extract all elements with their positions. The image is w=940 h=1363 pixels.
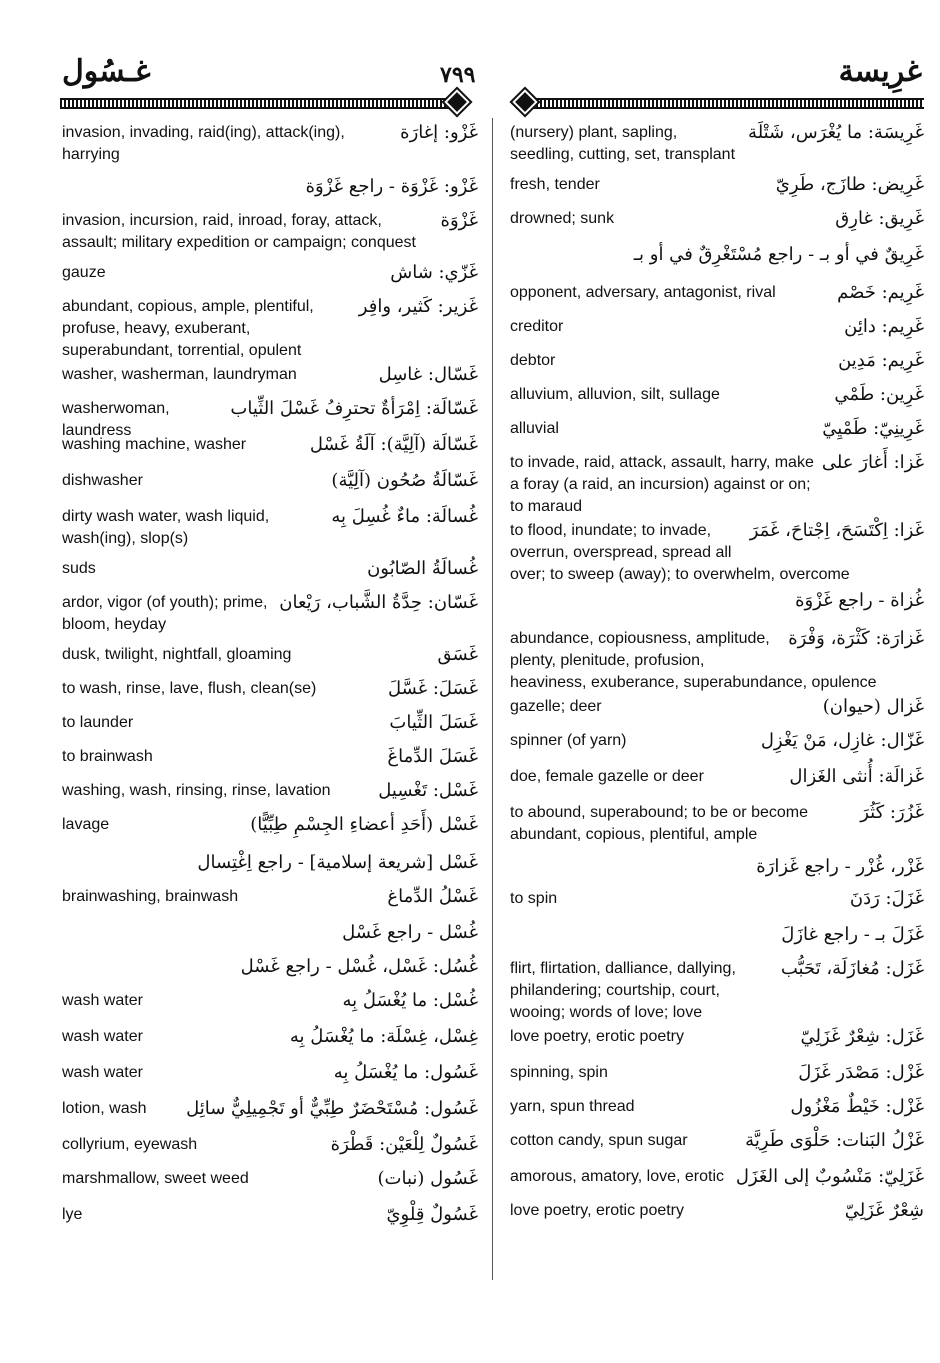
- arabic-headword: غَزَلَ بـ - راجع غازَلَ: [510, 922, 924, 948]
- english-definition: to brainwash: [62, 748, 153, 765]
- english-definition: suds: [62, 560, 96, 577]
- dictionary-entry: [510, 208, 924, 242]
- english-definition: yarn, spun thread: [510, 1098, 635, 1115]
- dictionary-entry: [62, 296, 478, 364]
- dictionary-entry: [510, 1130, 924, 1166]
- dictionary-entry: [62, 262, 478, 296]
- dictionary-entry: [510, 350, 924, 384]
- english-definition: wash water: [62, 1064, 143, 1081]
- english-definition: wash water: [62, 1028, 143, 1045]
- arabic-headword: غُسالَةُ الصّابُون: [363, 556, 478, 582]
- arabic-headword: غَزُرَ: كَثُرَ: [856, 800, 924, 826]
- english-definition: invasion, invading, raid(ing), attack(ing), harrying: [62, 124, 345, 163]
- header-rule-left: [60, 98, 452, 109]
- arabic-headword: غِسْل، غِسْلَة: ما يُغْسَلُ بِه: [286, 1024, 478, 1050]
- english-definition: cotton candy, spun sugar: [510, 1132, 688, 1149]
- english-definition: to wash, rinse, lave, flush, clean(se): [62, 680, 317, 697]
- arabic-headword: غَسُولٌ قِلْوِيّ: [382, 1202, 478, 1228]
- diamond-ornament-icon: [512, 89, 537, 114]
- arabic-headword: غُسالَة: ماءٌ غُسِلَ بِه: [327, 504, 478, 530]
- arabic-headword: غَسّالَة: اِمْرَأةٌ تحترِفُ غَسْلَ الثِّياب: [226, 396, 478, 422]
- dictionary-entry: [62, 470, 478, 506]
- english-definition: (nursery) plant, sapling, seedling, cutting, set, transplant: [510, 124, 736, 163]
- english-definition: doe, female gazelle or deer: [510, 768, 704, 785]
- dictionary-entry: [62, 712, 478, 746]
- dictionary-entry: [62, 1026, 478, 1062]
- header-rule-right: [516, 98, 924, 109]
- english-definition: debtor: [510, 352, 556, 369]
- english-definition: love poetry, erotic poetry: [510, 1028, 685, 1045]
- dictionary-entry: [510, 854, 924, 888]
- arabic-headword: غَزَلَ: رَدَنَ: [846, 886, 924, 912]
- english-definition: brainwashing, brainwash: [62, 888, 239, 905]
- arabic-headword: غَسَلَ: غَسَّلَ: [384, 676, 478, 702]
- dictionary-entry: [510, 888, 924, 922]
- arabic-headword: غَسَلَ الثِّيابَ: [385, 710, 478, 736]
- arabic-headword: غُسْل: ما يُغْسَلُ بِه: [338, 988, 478, 1014]
- english-definition: fresh, tender: [510, 176, 600, 193]
- english-definition: ardor, vigor (of youth); prime, bloom, heyday: [62, 594, 268, 633]
- dictionary-entry: [62, 850, 478, 886]
- arabic-headword: غَسَلَ الدِّماغَ: [383, 744, 478, 770]
- arabic-headword: غَزا: اِكْتَسَحَ، اِجْتاحَ، غَمَرَ: [746, 518, 924, 544]
- dictionary-entry: [510, 802, 924, 854]
- dictionary-entry: [510, 958, 924, 1026]
- english-definition: washer, washerman, laundryman: [62, 366, 297, 383]
- dictionary-entry: [510, 418, 924, 452]
- english-definition: opponent, adversary, antagonist, rival: [510, 284, 776, 301]
- dictionary-entry: [62, 954, 478, 990]
- arabic-headword: غَسُول: مُسْتَحْضَرٌ طِبِّيٌّ أو تَجْمِيلِيٌّ سائِل: [182, 1096, 478, 1122]
- english-definition: washerwoman, laundress: [62, 400, 170, 439]
- dictionary-entry: [62, 506, 478, 558]
- english-definition: to launder: [62, 714, 134, 731]
- english-definition: dishwasher: [62, 472, 143, 489]
- dictionary-entry: [510, 588, 924, 628]
- dictionary-entry: [510, 384, 924, 418]
- english-definition: abundant, copious, ample, plentiful, profuse, heavy, exuberant, superabundant, torrential, opulent: [62, 298, 314, 359]
- dictionary-entry: [510, 174, 924, 208]
- dictionary-entry: [62, 434, 478, 470]
- arabic-headword: غَزا: أَغارَ على: [818, 450, 924, 476]
- dictionary-entry: [62, 558, 478, 592]
- dictionary-entry: [510, 1096, 924, 1130]
- dictionary-entry: [62, 678, 478, 712]
- dictionary-entry: [510, 1062, 924, 1096]
- dictionary-entry: [62, 814, 478, 850]
- english-definition: to flood, inundate; to invade, overrun, overspread, spread all over; to sweep (away); to overwhelm, overcome: [510, 522, 850, 583]
- left-column: [62, 122, 478, 1238]
- english-definition: wash water: [62, 992, 143, 1009]
- english-definition: lye: [62, 1206, 83, 1223]
- arabic-headword: غَسْلُ الدِّماغ: [383, 884, 478, 910]
- arabic-headword: غَسْل (أَحَدِ أعضاءِ الجِسْمِ طِبِّيًّا): [246, 812, 478, 838]
- arabic-headword: غَزْل: مَصْدَر غَزَلَ: [794, 1060, 924, 1086]
- arabic-headword: غَرِيم: مَدِين: [834, 348, 924, 374]
- dictionary-entry: [62, 1098, 478, 1134]
- arabic-headword: غَزالَة: أُنثى الغَزال: [785, 764, 924, 790]
- arabic-headword: غَرِيم: خَصْم: [833, 280, 924, 306]
- dictionary-entry: [510, 122, 924, 174]
- arabic-headword: غَزارَة: كَثْرَة، وَفْرَة: [784, 626, 924, 652]
- english-definition: dirty wash water, wash liquid, wash(ing), slop(s): [62, 508, 270, 547]
- arabic-headword: غَسّال: غاسِل: [375, 362, 478, 388]
- arabic-headword: غَرِيسَة: ما يُغْرَس، شَتْلَة: [744, 120, 924, 146]
- dictionary-entry: [510, 922, 924, 958]
- arabic-headword: غَسُولٌ لِلْعَيْن: قَطْرَة: [327, 1132, 478, 1158]
- arabic-headword: غَزْو: غَزْوَة - راجع غَزْوَة: [62, 174, 478, 200]
- dictionary-entry: [62, 210, 478, 262]
- english-definition: alluvium, alluvion, silt, sullage: [510, 386, 720, 403]
- english-definition: love poetry, erotic poetry: [510, 1202, 685, 1219]
- dictionary-entry: [62, 174, 478, 210]
- english-definition: collyrium, eyewash: [62, 1136, 198, 1153]
- guide-word-right: غرِيسة: [838, 54, 922, 89]
- arabic-headword: غَرِيقٌ في أو بـ - راجع مُسْتَغْرِقٌ في أو بـ: [510, 242, 924, 268]
- english-definition: spinner (of yarn): [510, 732, 627, 749]
- english-definition: to abound, superabound; to be or become abundant, copious, plentiful, ample: [510, 804, 808, 843]
- arabic-headword: غَسُول (نبات): [374, 1166, 479, 1192]
- arabic-headword: غَرِين: طَمْي: [830, 382, 924, 408]
- dictionary-entry: [62, 592, 478, 644]
- dictionary-entry: [62, 886, 478, 920]
- arabic-headword: غَزَل: مُغازَلَة، تَحَبُّب: [777, 956, 924, 982]
- arabic-headword: غَسُول: ما يُغْسَلُ بِه: [330, 1060, 478, 1086]
- arabic-headword: غَسّالَةُ صُحُون (آلِيَّة): [327, 468, 478, 494]
- arabic-headword: غَرِيق: غارِق: [831, 206, 924, 232]
- dictionary-entry: [510, 282, 924, 316]
- dictionary-entry: [62, 1204, 478, 1238]
- arabic-headword: غَزْو: إغارَة: [396, 120, 478, 146]
- arabic-headword: غَسَق: [434, 642, 478, 668]
- dictionary-entry: [62, 1062, 478, 1098]
- english-definition: gauze: [62, 264, 106, 281]
- dictionary-entry: [62, 122, 478, 174]
- dictionary-entry: [62, 920, 478, 954]
- dictionary-entry: [510, 520, 924, 588]
- arabic-headword: غَزَلِيّ: مَنْسُوبٌ إلى الغَزَل: [732, 1164, 924, 1190]
- dictionary-entry: [62, 1134, 478, 1168]
- english-definition: abundance, copiousness, amplitude, plenty, plenitude, profusion, heaviness, exuberance, superabundance, opulence: [510, 630, 877, 691]
- english-definition: drowned; sunk: [510, 210, 615, 227]
- dictionary-entry: [510, 628, 924, 696]
- english-definition: alluvial: [510, 420, 559, 437]
- dictionary-entry: [510, 452, 924, 520]
- dictionary-entry: [62, 398, 478, 439]
- arabic-headword: غَسْل: تَغْسِيل: [374, 778, 478, 804]
- arabic-headword: شِعْرٌ غَزَلِيّ: [841, 1198, 924, 1224]
- english-definition: to invade, raid, attack, assault, harry, make a foray (a raid, an incursion) against or on; to maraud: [510, 454, 814, 515]
- english-definition: spinning, spin: [510, 1064, 608, 1081]
- dictionary-entry: [510, 1026, 924, 1062]
- dictionary-entry: [62, 644, 478, 678]
- dictionary-entry: [510, 730, 924, 766]
- diamond-ornament-icon: [444, 89, 469, 114]
- english-definition: creditor: [510, 318, 564, 335]
- arabic-headword: غُزاة - راجع غَزْوَة: [510, 588, 924, 614]
- arabic-headword: غَزّي: شاش: [386, 260, 478, 286]
- dictionary-entry: [62, 746, 478, 780]
- column-divider: [492, 118, 493, 1280]
- guide-word-left: غـسُول: [62, 54, 151, 89]
- english-definition: flirt, flirtation, dalliance, dallying, philandering; courtship, court, wooing; words of love; love: [510, 960, 736, 1021]
- arabic-headword: غَرِيض: طازَج، طَرِيّ: [772, 172, 924, 198]
- dictionary-entry: [510, 242, 924, 282]
- page-number: ٧٩٩: [440, 62, 476, 88]
- arabic-headword: غَزْوَة: [437, 208, 478, 234]
- english-definition: washing, wash, rinsing, rinse, lavation: [62, 782, 331, 799]
- page-header: [0, 0, 940, 120]
- arabic-headword: غَرِيم: دائِن: [840, 314, 924, 340]
- english-definition: dusk, twilight, nightfall, gloaming: [62, 646, 292, 663]
- english-definition: to spin: [510, 890, 558, 907]
- arabic-headword: غَزْر، غُزْر - راجع غَزارَة: [510, 854, 924, 880]
- dictionary-entry: [62, 990, 478, 1026]
- english-definition: marshmallow, sweet weed: [62, 1170, 249, 1187]
- english-definition: lotion, wash: [62, 1100, 147, 1117]
- arabic-headword: غَسّالَة (آلِيَّة): آلَةُ غَسْل: [306, 432, 478, 458]
- arabic-headword: غَزال (حيوان): [819, 694, 924, 720]
- dictionary-entry: [62, 364, 478, 398]
- dictionary-entry: [510, 1166, 924, 1200]
- arabic-headword: غَرِينِيّ: طَمْيِيّ: [818, 416, 924, 442]
- arabic-headword: غَسْل [شريعة إسلامية] - راجع اِغْتِسال: [62, 850, 478, 876]
- dictionary-entry: [510, 766, 924, 802]
- arabic-headword: غُسْل - راجع غَسْل: [62, 920, 478, 946]
- dictionary-entry: [62, 1168, 478, 1204]
- arabic-headword: غَزْلُ البَنات: حَلْوَى طَرِيَّة: [741, 1128, 924, 1154]
- arabic-headword: غُسُل: غَسْل، غُسْل - راجع غَسْل: [62, 954, 478, 980]
- arabic-headword: غَزَل: شِعْرٌ غَزَلِيّ: [797, 1024, 924, 1050]
- dictionary-entry: [62, 780, 478, 814]
- arabic-headword: غَزْل: خَيْطٌ مَغْزُول: [786, 1094, 924, 1120]
- english-definition: gazelle; deer: [510, 698, 602, 715]
- english-definition: amorous, amatory, love, erotic: [510, 1168, 725, 1185]
- english-definition: lavage: [62, 816, 110, 833]
- dictionary-entry: [510, 696, 924, 730]
- arabic-headword: غَزّال: غازِل، مَنْ يَغْزِل: [757, 728, 924, 754]
- english-definition: invasion, incursion, raid, inroad, foray, attack, assault; military expedition or campaign; conquest: [62, 212, 416, 251]
- dictionary-entry: [510, 316, 924, 350]
- english-definition: washing machine, washer: [62, 436, 247, 453]
- dictionary-entry: [510, 1200, 924, 1234]
- arabic-headword: غَسّان: حِدَّةُ الشَّباب، رَيْعان: [275, 590, 478, 616]
- right-column: [510, 122, 924, 1234]
- arabic-headword: غَزير: كَثير، وافِر: [355, 294, 478, 320]
